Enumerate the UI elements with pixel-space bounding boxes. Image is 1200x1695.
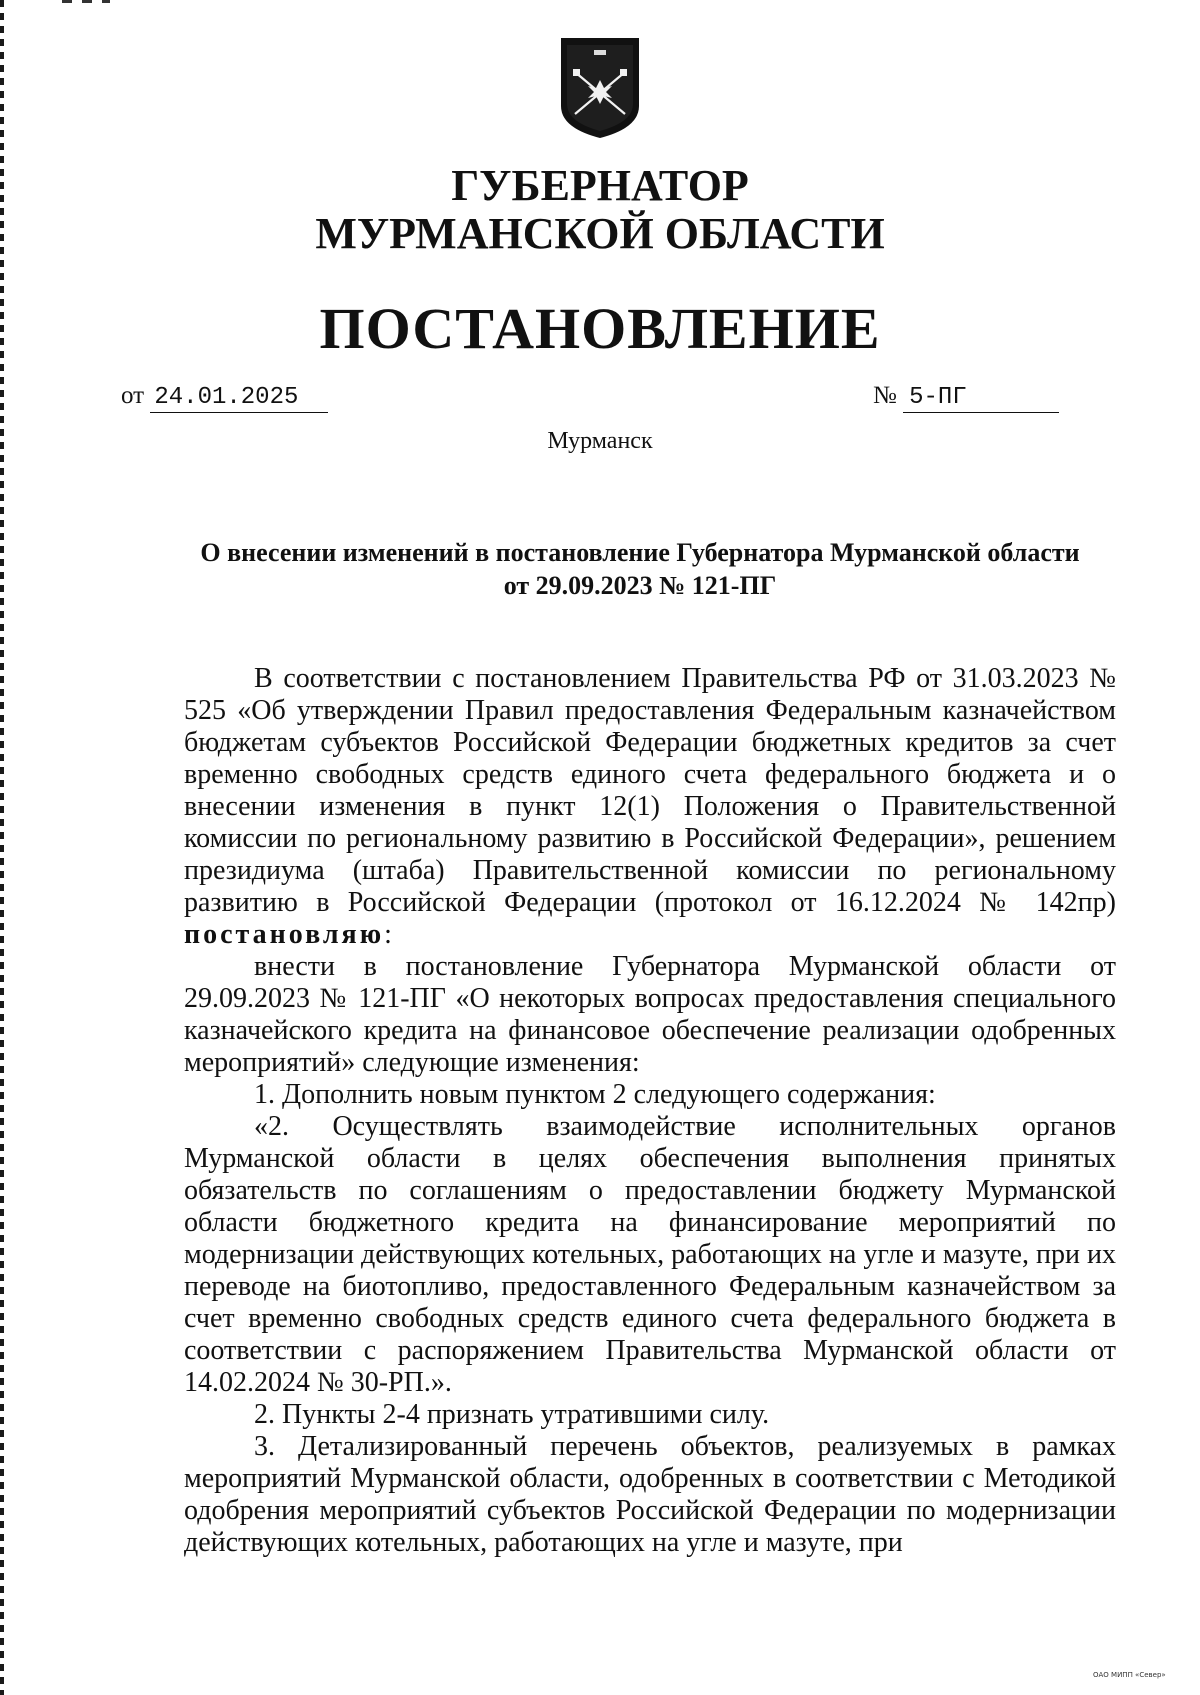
scan-edge-top	[62, 0, 110, 3]
body-paragraph-item1: 1. Дополнить новым пунктом 2 следующего содержания:	[254, 1079, 936, 1110]
city-name: Мурманск	[547, 428, 653, 454]
date-row	[121, 382, 328, 413]
body-paragraph-item1-text: «2. Осуществлять взаимодействие исполнительных органов Мурманской области в целях обеспечения выполнения принятых обязательств по соглашениям о предоставлении бюджету Мурманской области бюджетного кредита на финансирование мероприятий по модернизации действующих котельных, работающих на угле и мазуте, при их переводе на биотопливо, предоставленного Федеральным казначейством за счет временно свободных средств единого счета федерального бюджета в соответствии с распоряжением Правительства Мурманской области от 14.02.2024 № 30-РП.».	[184, 1111, 1116, 1398]
document-body	[184, 663, 1116, 1559]
authority-title-line1: ГУБЕРНАТОР	[451, 161, 749, 210]
preamble-text: В соответствии с постановлением Правительства РФ от 31.03.2023 № 525 «Об утверждении Правил предоставления Федеральным казначейством бюджетам субъектов Российской Федерации бюджетных кредитов за счет временно свободных средств единого счета федерального бюджета и о внесении изменения в пункт 12(1) Положения о Правительственной комиссии по региональному развитию в Российской Федерации», решением президиума (штаба) Правительственной комиссии по региональному развитию в Российской Федерации (протокол от 16.12.2024 № 142пр)	[184, 663, 1116, 918]
coat-of-arms-emblem	[559, 36, 641, 140]
document-number: 5-ПГ	[903, 385, 1059, 413]
document-date: 24.01.2025	[150, 385, 328, 413]
document-subject: О внесении изменений в постановление Губернатора Мурманской области от 29.09.2023 № 121-ПГ	[200, 538, 1080, 600]
decree-keyword: постановляю	[184, 919, 385, 950]
authority-title-line2: МУРМАНСКОЙ ОБЛАСТИ	[315, 209, 885, 258]
preamble-colon: :	[384, 919, 392, 950]
body-paragraph-item3: 3. Детализированный перечень объектов, реализуемых в рамках мероприятий Мурманской области, одобренных в соответствии с Методикой одобрения мероприятий субъектов Российской Федерации по модернизации действующих котельных, работающих на угле и мазуте, при	[184, 1431, 1116, 1558]
printer-mark: ОАО МИПП «Север»	[1093, 1671, 1166, 1679]
number-prefix: №	[873, 382, 897, 409]
date-prefix: от	[121, 382, 145, 409]
body-paragraph-preamble	[184, 663, 1116, 951]
body-paragraph-item2: 2. Пункты 2-4 признать утратившими силу.	[254, 1399, 770, 1430]
document-type-title: ПОСТАНОВЛЕНИЕ	[319, 296, 881, 361]
body-paragraph-amend: внести в постановление Губернатора Мурманской области от 29.09.2023 № 121-ПГ «О некоторых вопросах предоставления специального казначейского кредита на финансовое обеспечение реализации одобренных мероприятий» следующие изменения:	[184, 951, 1116, 1078]
number-row	[873, 382, 1059, 413]
